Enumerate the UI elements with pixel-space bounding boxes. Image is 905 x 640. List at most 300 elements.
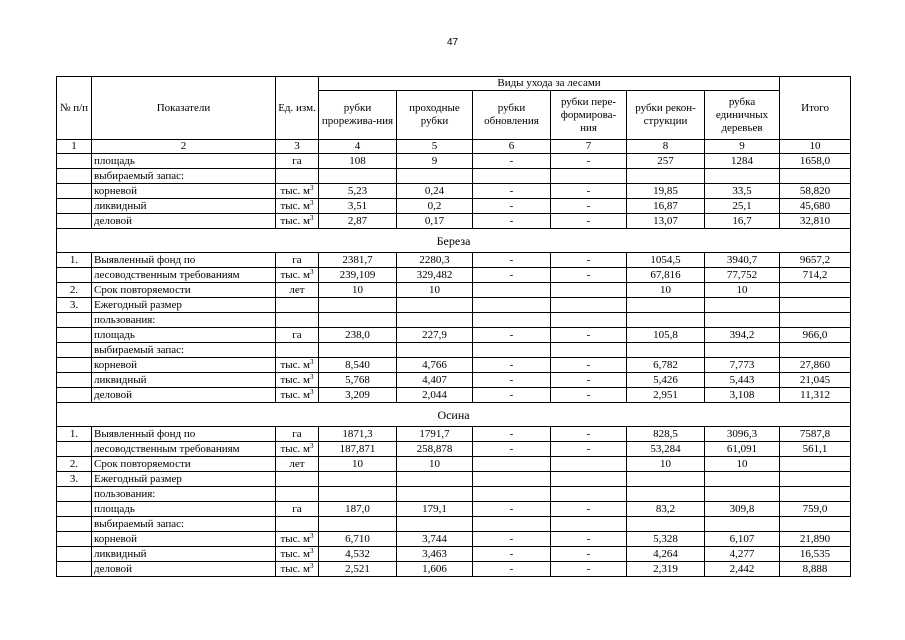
value-cell: 8,888 <box>780 562 851 577</box>
row-number <box>57 268 92 283</box>
header-type: рубки пере-формирова-ния <box>551 91 627 140</box>
value-cell <box>473 313 551 328</box>
table-row <box>57 457 851 472</box>
value-cell: 108 <box>319 154 397 169</box>
value-cell: 4,407 <box>397 373 473 388</box>
unit-text: тыс. м <box>280 533 311 545</box>
table-row <box>57 268 851 283</box>
indicator-name: корневой <box>92 184 276 199</box>
row-number <box>57 169 92 184</box>
value-cell <box>705 517 780 532</box>
indicator-name: Выявленный фонд по <box>92 253 276 268</box>
value-cell: - <box>551 214 627 229</box>
unit-superscript: 3 <box>310 547 314 555</box>
row-number <box>57 328 92 343</box>
value-cell: 3940,7 <box>705 253 780 268</box>
value-cell: - <box>473 442 551 457</box>
value-cell <box>397 313 473 328</box>
value-cell <box>319 343 397 358</box>
table-row <box>57 328 851 343</box>
value-cell: - <box>551 154 627 169</box>
header-type: рубки рекон-струкции <box>627 91 705 140</box>
indicator-name: деловой <box>92 388 276 403</box>
section-title: Береза <box>57 229 851 253</box>
unit-cell <box>276 388 319 403</box>
value-cell <box>397 472 473 487</box>
value-cell <box>473 457 551 472</box>
row-number <box>57 487 92 502</box>
value-cell <box>627 517 705 532</box>
value-cell: 16,535 <box>780 547 851 562</box>
value-cell <box>473 298 551 313</box>
value-cell: 33,5 <box>705 184 780 199</box>
value-cell: 187,871 <box>319 442 397 457</box>
row-number <box>57 388 92 403</box>
value-cell <box>780 298 851 313</box>
header-type: рубка единичных деревьев <box>705 91 780 140</box>
value-cell: - <box>551 427 627 442</box>
value-cell: 394,2 <box>705 328 780 343</box>
value-cell: - <box>551 358 627 373</box>
value-cell: 16,7 <box>705 214 780 229</box>
value-cell: - <box>551 502 627 517</box>
table-row <box>57 427 851 442</box>
value-cell: - <box>473 199 551 214</box>
value-cell: 3,209 <box>319 388 397 403</box>
indicator-name: Ежегодный размер <box>92 472 276 487</box>
value-cell: 21,045 <box>780 373 851 388</box>
unit-text: тыс. м <box>280 269 311 281</box>
value-cell <box>780 169 851 184</box>
table-row <box>57 532 851 547</box>
row-number: 2. <box>57 283 92 298</box>
header-group-title: Виды ухода за лесами <box>319 77 780 91</box>
value-cell: 61,091 <box>705 442 780 457</box>
unit-superscript: 3 <box>310 373 314 381</box>
value-cell: - <box>473 373 551 388</box>
row-number <box>57 373 92 388</box>
col-number: 2 <box>92 140 276 154</box>
unit-cell <box>276 169 319 184</box>
value-cell: 3,744 <box>397 532 473 547</box>
header-indicator: Показатели <box>92 77 276 140</box>
indicator-name: выбираемый запас: <box>92 343 276 358</box>
value-cell <box>705 298 780 313</box>
value-cell <box>551 457 627 472</box>
value-cell: 10 <box>705 283 780 298</box>
table-row <box>57 502 851 517</box>
unit-superscript: 3 <box>310 358 314 366</box>
unit-cell <box>276 253 319 268</box>
col-number: 7 <box>551 140 627 154</box>
table-row <box>57 313 851 328</box>
unit-superscript: 3 <box>310 184 314 192</box>
indicator-name: деловой <box>92 562 276 577</box>
unit-text: га <box>292 503 302 515</box>
unit-text: лет <box>289 458 305 470</box>
value-cell: 828,5 <box>627 427 705 442</box>
value-cell: 2280,3 <box>397 253 473 268</box>
value-cell: 6,107 <box>705 532 780 547</box>
value-cell <box>705 487 780 502</box>
value-cell: 1284 <box>705 154 780 169</box>
value-cell: 238,0 <box>319 328 397 343</box>
col-number: 1 <box>57 140 92 154</box>
unit-text: тыс. м <box>280 215 311 227</box>
row-number <box>57 532 92 547</box>
value-cell: 2,319 <box>627 562 705 577</box>
value-cell: 1658,0 <box>780 154 851 169</box>
value-cell <box>705 343 780 358</box>
value-cell: - <box>551 268 627 283</box>
value-cell: 32,810 <box>780 214 851 229</box>
unit-text: га <box>292 155 302 167</box>
value-cell: - <box>551 199 627 214</box>
value-cell: 9657,2 <box>780 253 851 268</box>
value-cell: - <box>473 253 551 268</box>
unit-cell <box>276 154 319 169</box>
value-cell <box>705 169 780 184</box>
value-cell: 5,426 <box>627 373 705 388</box>
row-number <box>57 517 92 532</box>
value-cell: 258,878 <box>397 442 473 457</box>
value-cell: 83,2 <box>627 502 705 517</box>
unit-text: га <box>292 428 302 440</box>
value-cell <box>551 298 627 313</box>
unit-text: тыс. м <box>280 563 311 575</box>
value-cell: 179,1 <box>397 502 473 517</box>
indicator-name: площадь <box>92 502 276 517</box>
value-cell: 0,2 <box>397 199 473 214</box>
value-cell: 10 <box>319 457 397 472</box>
unit-superscript: 3 <box>310 388 314 396</box>
table-row <box>57 388 851 403</box>
value-cell: 2,521 <box>319 562 397 577</box>
value-cell <box>627 343 705 358</box>
row-number <box>57 214 92 229</box>
value-cell: - <box>551 562 627 577</box>
indicator-name: Срок повторяемости <box>92 457 276 472</box>
row-number <box>57 442 92 457</box>
header-unit: Ед. изм. <box>276 77 319 140</box>
indicator-name: лесоводственным требованиям <box>92 442 276 457</box>
indicator-name: площадь <box>92 328 276 343</box>
header-total: Итого <box>780 77 851 140</box>
value-cell: 10 <box>397 283 473 298</box>
unit-text: тыс. м <box>280 200 311 212</box>
value-cell: 257 <box>627 154 705 169</box>
unit-cell <box>276 298 319 313</box>
indicator-name: выбираемый запас: <box>92 517 276 532</box>
value-cell <box>551 517 627 532</box>
value-cell: 13,07 <box>627 214 705 229</box>
table-row <box>57 517 851 532</box>
unit-superscript: 3 <box>310 532 314 540</box>
unit-superscript: 3 <box>310 199 314 207</box>
value-cell: - <box>551 547 627 562</box>
value-cell: 4,264 <box>627 547 705 562</box>
value-cell: 11,312 <box>780 388 851 403</box>
page-number: 47 <box>446 37 459 48</box>
indicator-name: корневой <box>92 358 276 373</box>
unit-text: тыс. м <box>280 443 311 455</box>
unit-cell <box>276 373 319 388</box>
table-row <box>57 283 851 298</box>
table-row <box>57 343 851 358</box>
value-cell: 8,540 <box>319 358 397 373</box>
value-cell <box>473 487 551 502</box>
value-cell: - <box>473 214 551 229</box>
table-row <box>57 442 851 457</box>
value-cell: - <box>551 184 627 199</box>
value-cell: 67,816 <box>627 268 705 283</box>
value-cell: 3,51 <box>319 199 397 214</box>
value-cell: 309,8 <box>705 502 780 517</box>
table-body <box>57 154 851 577</box>
value-cell: 2,044 <box>397 388 473 403</box>
value-cell <box>705 472 780 487</box>
value-cell: 2,442 <box>705 562 780 577</box>
row-number <box>57 199 92 214</box>
value-cell <box>627 313 705 328</box>
unit-text: га <box>292 329 302 341</box>
section-row <box>57 403 851 427</box>
value-cell: 58,820 <box>780 184 851 199</box>
row-number <box>57 343 92 358</box>
value-cell: - <box>473 358 551 373</box>
unit-cell <box>276 427 319 442</box>
unit-text: тыс. м <box>280 185 311 197</box>
table-row <box>57 214 851 229</box>
value-cell <box>780 343 851 358</box>
table-row <box>57 169 851 184</box>
value-cell <box>551 313 627 328</box>
value-cell: 4,277 <box>705 547 780 562</box>
unit-text: га <box>292 254 302 266</box>
value-cell: 10 <box>319 283 397 298</box>
value-cell <box>319 517 397 532</box>
indicator-name: Выявленный фонд по <box>92 427 276 442</box>
table-row <box>57 562 851 577</box>
value-cell <box>473 169 551 184</box>
unit-superscript: 3 <box>310 562 314 570</box>
unit-text: тыс. м <box>280 548 311 560</box>
row-number: 2. <box>57 457 92 472</box>
value-cell <box>473 472 551 487</box>
unit-superscript: 3 <box>310 442 314 450</box>
value-cell: 27,860 <box>780 358 851 373</box>
value-cell: 21,890 <box>780 532 851 547</box>
indicator-name: Срок повторяемости <box>92 283 276 298</box>
row-number: 3. <box>57 298 92 313</box>
value-cell: 2381,7 <box>319 253 397 268</box>
value-cell: 0,17 <box>397 214 473 229</box>
value-cell: 759,0 <box>780 502 851 517</box>
header-type: рубки прорежива-ния <box>319 91 397 140</box>
unit-cell <box>276 313 319 328</box>
indicator-name: ликвидный <box>92 373 276 388</box>
value-cell <box>473 343 551 358</box>
section-title: Осина <box>57 403 851 427</box>
unit-cell <box>276 214 319 229</box>
row-number <box>57 184 92 199</box>
col-number: 5 <box>397 140 473 154</box>
value-cell: - <box>473 184 551 199</box>
value-cell: 2,87 <box>319 214 397 229</box>
value-cell: 9 <box>397 154 473 169</box>
value-cell: - <box>551 532 627 547</box>
value-cell <box>397 487 473 502</box>
value-cell: 10 <box>397 457 473 472</box>
col-number: 6 <box>473 140 551 154</box>
value-cell: 0,24 <box>397 184 473 199</box>
table-row <box>57 547 851 562</box>
value-cell: 966,0 <box>780 328 851 343</box>
header-type: проходные рубки <box>397 91 473 140</box>
value-cell: 561,1 <box>780 442 851 457</box>
unit-cell <box>276 562 319 577</box>
value-cell <box>397 169 473 184</box>
indicator-name: деловой <box>92 214 276 229</box>
value-cell: 10 <box>705 457 780 472</box>
unit-cell <box>276 472 319 487</box>
unit-cell <box>276 358 319 373</box>
indicator-name: ликвидный <box>92 547 276 562</box>
value-cell <box>319 487 397 502</box>
indicator-name: пользования: <box>92 313 276 328</box>
value-cell: 714,2 <box>780 268 851 283</box>
value-cell: - <box>473 547 551 562</box>
value-cell <box>397 517 473 532</box>
value-cell <box>319 313 397 328</box>
value-cell: - <box>551 373 627 388</box>
col-number: 3 <box>276 140 319 154</box>
value-cell <box>780 517 851 532</box>
value-cell: 187,0 <box>319 502 397 517</box>
value-cell <box>627 487 705 502</box>
forest-care-table <box>56 76 851 577</box>
row-number <box>57 154 92 169</box>
value-cell: 329,482 <box>397 268 473 283</box>
value-cell: 53,284 <box>627 442 705 457</box>
indicator-name: лесоводственным требованиям <box>92 268 276 283</box>
value-cell: 10 <box>627 283 705 298</box>
value-cell: 1054,5 <box>627 253 705 268</box>
value-cell <box>551 343 627 358</box>
value-cell <box>780 313 851 328</box>
table-row <box>57 184 851 199</box>
value-cell: - <box>473 502 551 517</box>
value-cell <box>473 517 551 532</box>
value-cell: 7,773 <box>705 358 780 373</box>
value-cell: - <box>473 268 551 283</box>
value-cell <box>319 472 397 487</box>
unit-text: лет <box>289 284 305 296</box>
section-row <box>57 229 851 253</box>
value-cell <box>780 457 851 472</box>
unit-cell <box>276 457 319 472</box>
value-cell: 5,768 <box>319 373 397 388</box>
value-cell: 6,710 <box>319 532 397 547</box>
unit-cell <box>276 283 319 298</box>
value-cell: 4,766 <box>397 358 473 373</box>
value-cell: - <box>473 532 551 547</box>
value-cell: 19,85 <box>627 184 705 199</box>
value-cell <box>397 343 473 358</box>
row-number <box>57 358 92 373</box>
value-cell: 45,680 <box>780 199 851 214</box>
value-cell: 10 <box>627 457 705 472</box>
unit-cell <box>276 184 319 199</box>
col-number: 4 <box>319 140 397 154</box>
value-cell: - <box>551 328 627 343</box>
value-cell: 1871,3 <box>319 427 397 442</box>
value-cell: 5,328 <box>627 532 705 547</box>
unit-cell <box>276 199 319 214</box>
value-cell <box>551 169 627 184</box>
value-cell: - <box>551 388 627 403</box>
unit-cell <box>276 442 319 457</box>
table-row <box>57 199 851 214</box>
value-cell: 105,8 <box>627 328 705 343</box>
unit-cell <box>276 328 319 343</box>
value-cell <box>705 313 780 328</box>
value-cell: 2,951 <box>627 388 705 403</box>
col-number: 10 <box>780 140 851 154</box>
value-cell <box>627 169 705 184</box>
col-number: 9 <box>705 140 780 154</box>
row-number <box>57 547 92 562</box>
header-num: № п/п <box>57 77 92 140</box>
value-cell <box>551 472 627 487</box>
unit-cell <box>276 343 319 358</box>
indicator-name: Ежегодный размер <box>92 298 276 313</box>
value-cell: 5,23 <box>319 184 397 199</box>
value-cell: 7587,8 <box>780 427 851 442</box>
header-type: рубки обновления <box>473 91 551 140</box>
value-cell <box>780 283 851 298</box>
value-cell <box>473 283 551 298</box>
table-row <box>57 253 851 268</box>
unit-superscript: 3 <box>310 268 314 276</box>
value-cell: - <box>551 442 627 457</box>
value-cell <box>551 487 627 502</box>
unit-cell <box>276 487 319 502</box>
col-number: 8 <box>627 140 705 154</box>
value-cell <box>627 298 705 313</box>
unit-text: тыс. м <box>280 359 311 371</box>
value-cell: - <box>473 562 551 577</box>
row-number: 3. <box>57 472 92 487</box>
table-row <box>57 373 851 388</box>
value-cell: 227,9 <box>397 328 473 343</box>
value-cell: 3,108 <box>705 388 780 403</box>
value-cell <box>551 283 627 298</box>
value-cell: 25,1 <box>705 199 780 214</box>
table-row <box>57 358 851 373</box>
value-cell: - <box>473 328 551 343</box>
value-cell: - <box>473 427 551 442</box>
value-cell: 6,782 <box>627 358 705 373</box>
value-cell: 16,87 <box>627 199 705 214</box>
value-cell <box>627 472 705 487</box>
indicator-name: выбираемый запас: <box>92 169 276 184</box>
value-cell: 4,532 <box>319 547 397 562</box>
unit-text: тыс. м <box>280 374 311 386</box>
value-cell <box>780 472 851 487</box>
value-cell <box>397 298 473 313</box>
row-number: 1. <box>57 427 92 442</box>
